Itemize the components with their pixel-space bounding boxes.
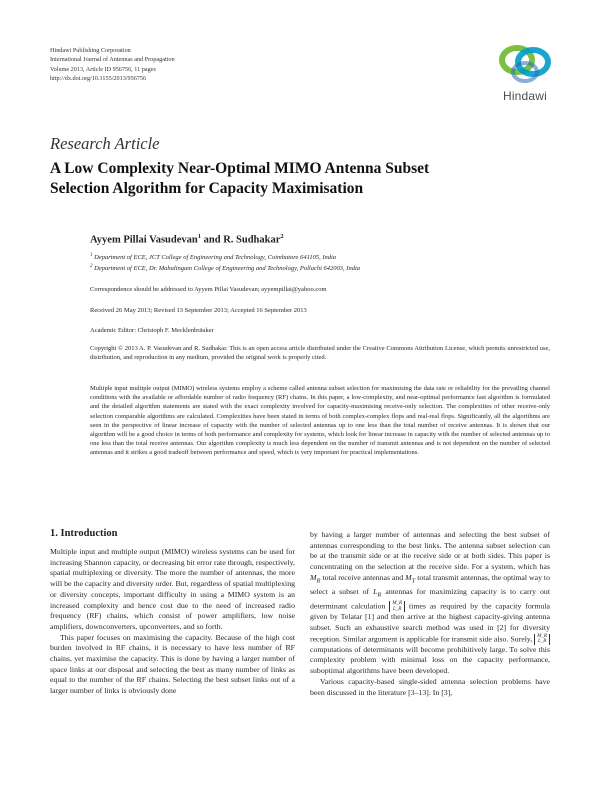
correspondence-text: Correspondence should be addressed to Ayyem Pillai Vasudevan; ayyempillai@yahoo.com	[90, 286, 327, 293]
math-M-R: $M_R$	[310, 572, 321, 585]
title-line-2: Selection Algorithm for Capacity Maximisation	[50, 179, 364, 197]
section-heading-introduction: 1. Introduction	[50, 528, 118, 539]
affiliation-1-text: Department of ECE, JCT College of Engineering and Technology, Coimbatore 641105, India	[92, 254, 337, 262]
affiliation-1	[90, 251, 550, 262]
author-list	[90, 233, 284, 246]
correspondence	[90, 285, 550, 294]
journal-header	[50, 46, 175, 83]
copyright-notice: Copyright © 2013 A. P. Vasudevan and R. Sudhakar. This is an open access article distributed under the Creative Commons Attribution License, which permits unrestricted use, distribution, and reproduction in any medium, provided the original work is properly cited.	[90, 345, 550, 362]
article-title	[50, 159, 560, 198]
affiliation-2	[90, 262, 550, 273]
intro-paragraph-2-continued: by having a larger number of antennas and selecting the best subset of antennas corresponding to the best links. The antenna subset selection can be at the transmit side or at the receive side or at both sides. This paper is concentrating on the selection at the receive side. For a system, which has $M_R$ total receive antennas and $M_T$ total transmit antennas, the optimal way to select a subset of $L_R$ antennas for maximizing capacity is to carry out determinant calculation M_R L_R times as required by the capacity formula given by Telatar [1] and then arrive at the highest capacity-giving antenna subset. Such an exhaustive search method was used in [2] for diversity reception. Similar argument is applicable for transmit side also. Surely, M_R L_R computations of determinants will become prohibitively large. To solve this complexity problem with minimal loss on the capacity performance, suboptimal algorithms have been developed.	[310, 530, 550, 676]
publisher-name: Hindawi Publishing Corporation	[50, 47, 131, 54]
journal-name: International Journal of Antennas and Propagation	[50, 56, 175, 64]
body-column-right	[310, 530, 550, 698]
binomial-coefficient-2: M_R L_R	[534, 634, 550, 645]
author-separator: and	[201, 234, 224, 246]
title-line-1: A Low Complexity Near-Optimal MIMO Antenna Subset	[50, 160, 430, 177]
author-1-affiliation-mark: 1	[197, 233, 201, 240]
binomial-coefficient: M_R L_R	[389, 601, 405, 612]
doi-link[interactable]: http://dx.doi.org/10.1155/2013/956756	[50, 74, 147, 82]
affiliations	[90, 251, 550, 274]
hindawi-logo-text: Hindawi	[502, 89, 548, 103]
abstract: Multiple input multiple output (MIMO) wireless systems employ a scheme called antenna subset selection for maximising the data rate or reliability for the prevailing channel conditions with the available or affordable number of radio frequency (RF) chains. In this paper, a low-complexity, and near-optimal performance fast algorithm is formulated and the detailed algorithm statements are stated with the exact complexity involved for capacity-maximising receive-only selection. The complexities of other receive-only selection comparable algorithms are calculated. Complexities have been stated in terms of both complex-complex flops and real-real flops. Significantly, all the algorithms are seen in the perspective of linear increase of capacity with the number of selected antennas up to one less than the total number of receive antennas. It is shown that our algorithm will be a good choice in terms of both performance and complexity for systems, which look for linear increase in capacity with the number of selected antennas up to one less than the total receive antennas. Our algorithm complexity is much less dependent on the number of transmit antennas and is not dependent on the number of selected antennas and it strikes a good tradeoff between performance and speed, which is very important for practical implementations.	[90, 385, 550, 457]
volume-info: Volume 2013, Article ID 956756, 11 pages	[50, 65, 156, 73]
hindawi-logo	[495, 40, 555, 106]
math-M-T: $M_T$	[405, 572, 416, 585]
hindawi-logo-icon	[495, 40, 555, 88]
author-2: R. Sudhakar	[223, 234, 281, 246]
author-2-affiliation-mark: 2	[280, 233, 284, 240]
affiliation-2-text: Department of ECE, Dr. Mahalingam College of Engineering and Technology, Pollachi 642003, India	[92, 265, 360, 273]
math-L-R: $L_R$	[373, 587, 382, 599]
article-category: Research Article	[50, 134, 160, 153]
affiliation-1-mark: 1	[90, 253, 93, 258]
dates-text: Received 26 May 2013; Revised 13 September 2013; Accepted 16 September 2013	[90, 307, 307, 314]
intro-paragraph-3: Various capacity-based single-sided antenna selection problems have been discussed in the literature [3–13]. In [3],	[310, 676, 550, 697]
editor-text: Academic Editor: Christoph F. Mecklenbräuker	[90, 327, 214, 334]
received-dates	[90, 306, 550, 315]
intro-paragraph-1: Multiple input and multiple output (MIMO) wireless systems can be used for increasing Shannon capacity, or decreasing bit error rate through, respectively, spatial multiplexing or diversity. The more the number of antennas, the more will be the capacity and diversity order. But, regardless of spatial multiplexing or diversity concepts, important difficulty in using a MIMO system is an increased complexity and hence cost due to the need of increased radio frequency (RF) chains, which consist of power amplifiers, low noise amplifiers, downconverters, upconverters, and so forth.	[50, 547, 295, 631]
affiliation-2-mark: 2	[90, 264, 93, 270]
intro-paragraph-2: This paper focuses on maximising the capacity. Because of the high cost burden involved in RF chains, it is necessary to have less number of RF chains, yet maximise the capacity. This is done by having a larger number of space links at our disposal and selecting the best as many number of links as equal to the number of the RF chains. Selecting the best subset links out of a larger number of links is obviously done	[50, 632, 295, 696]
author-1: Ayyem Pillai Vasudevan	[90, 234, 198, 246]
academic-editor	[90, 326, 550, 335]
body-column-left	[50, 547, 295, 697]
